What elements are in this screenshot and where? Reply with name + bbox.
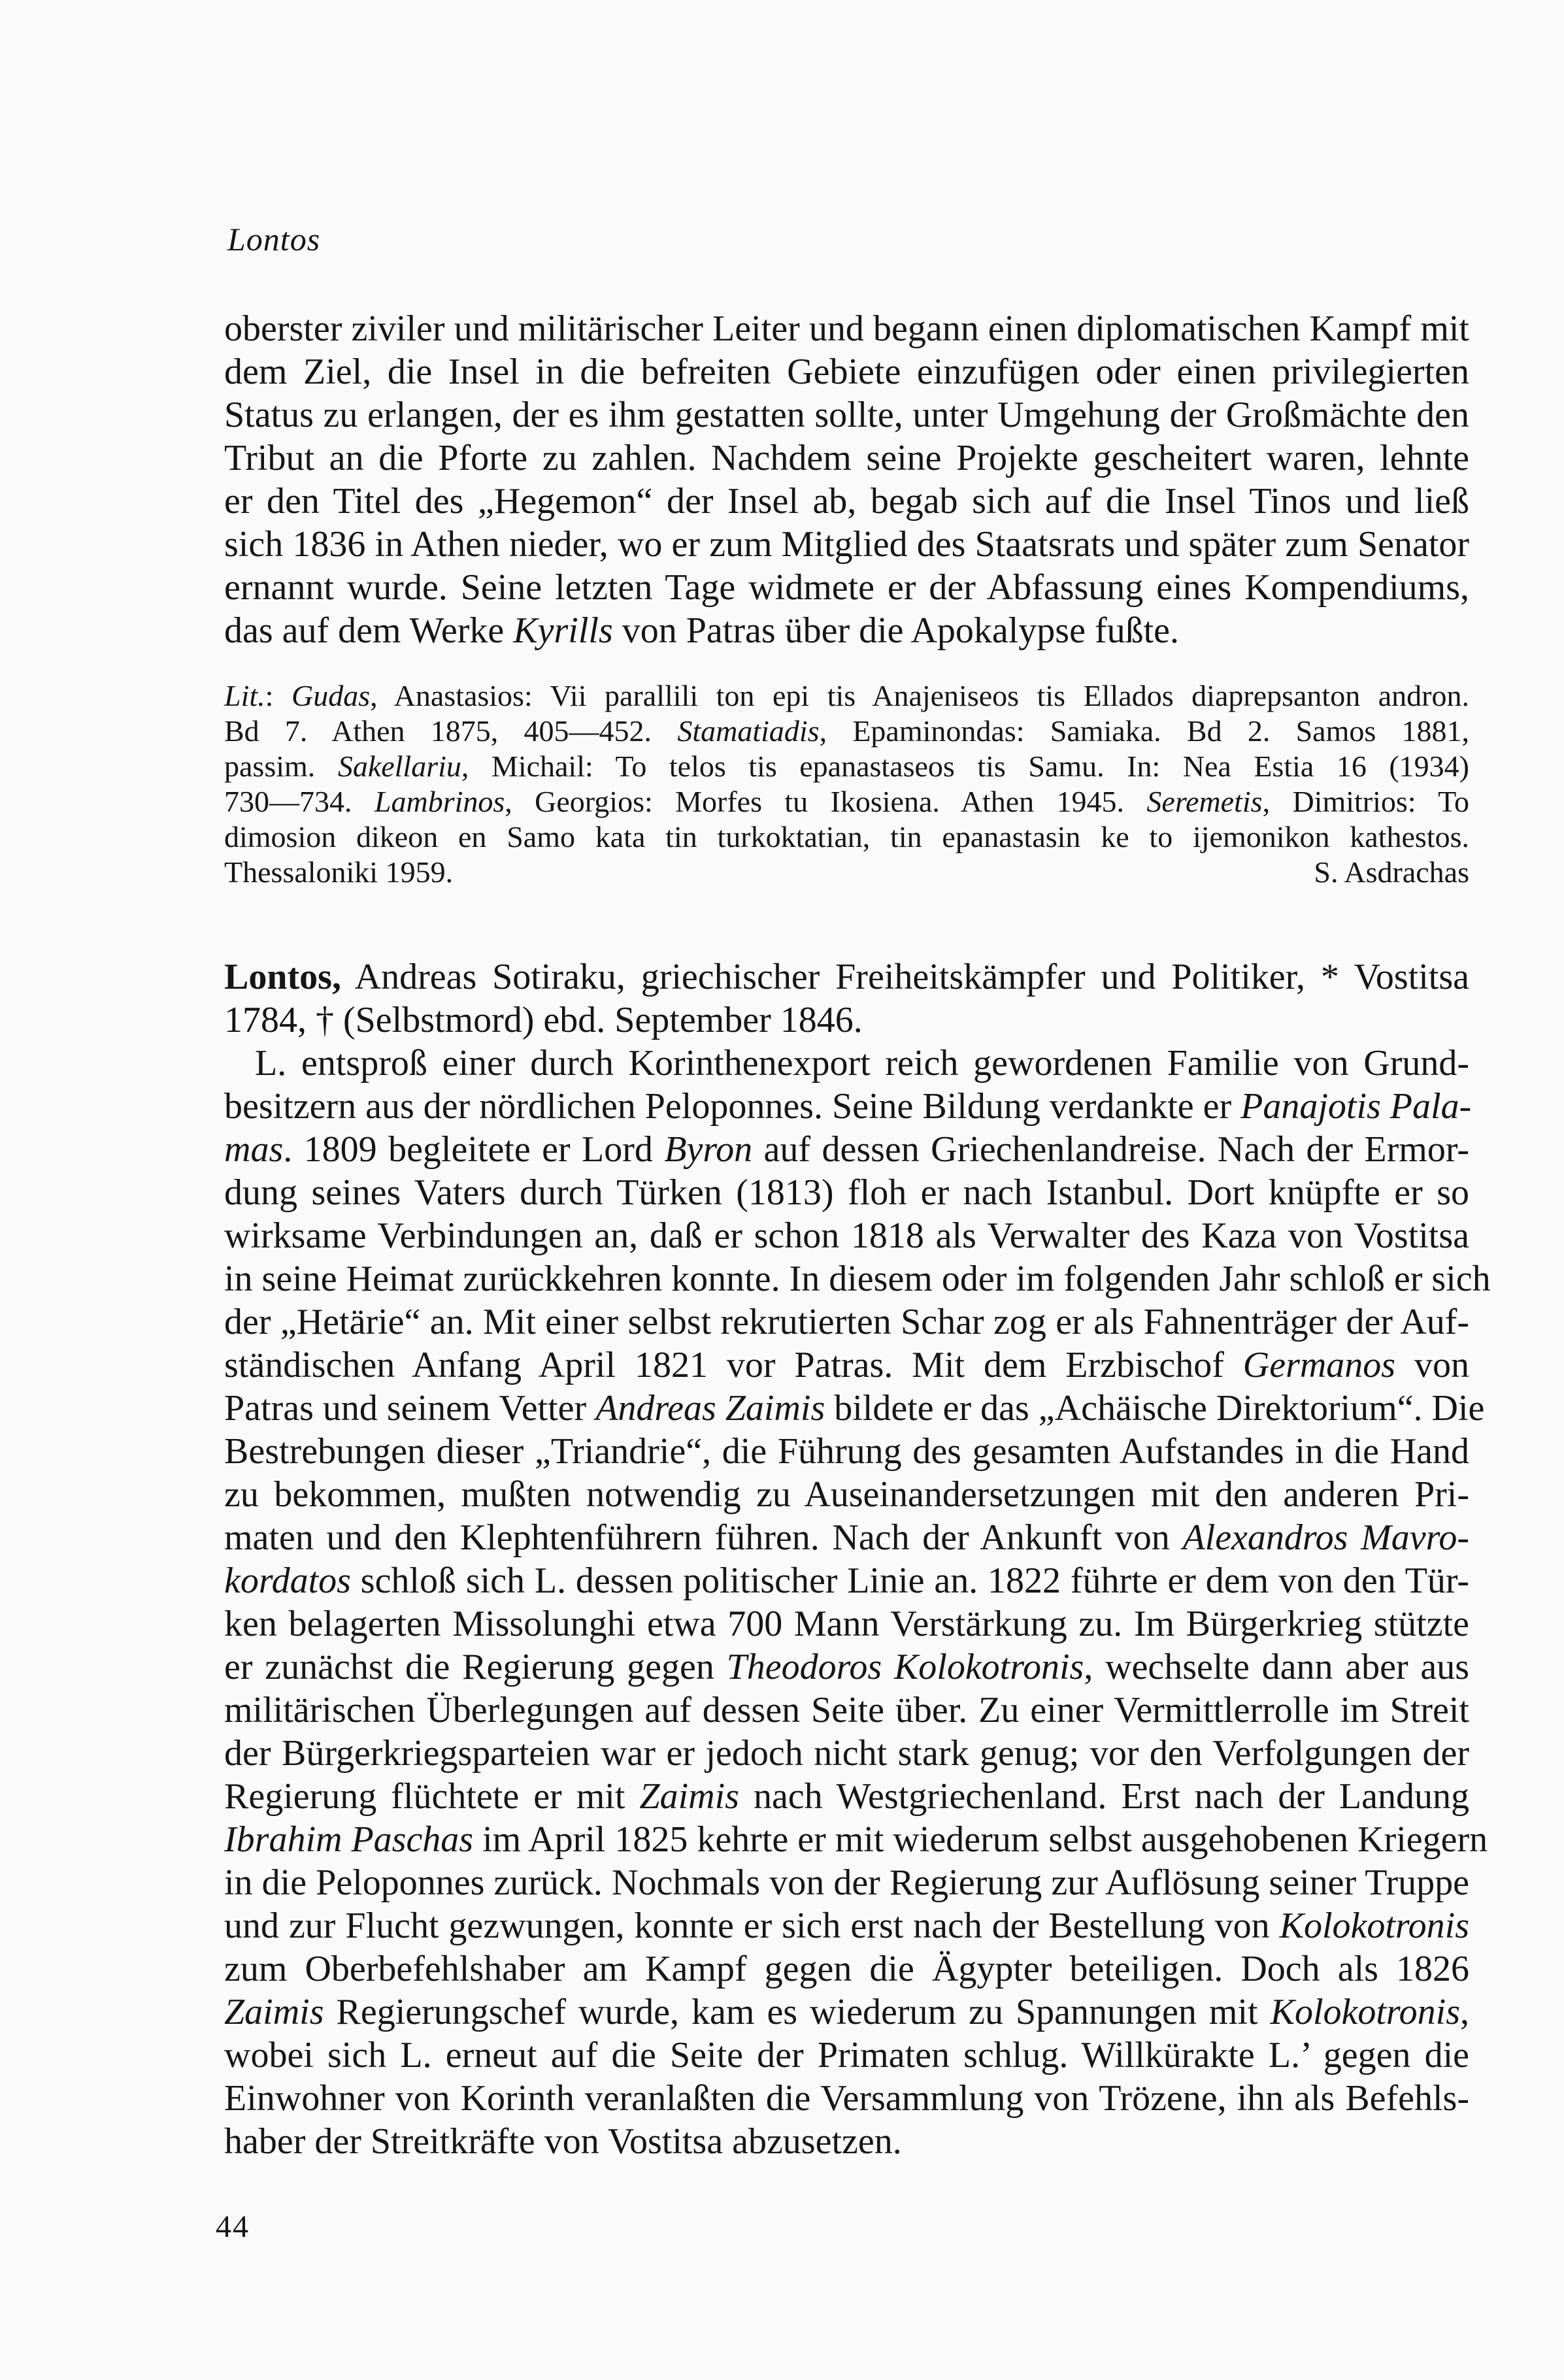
- italic-text: Stamatiadis: [677, 714, 820, 748]
- text-segment: maten und den Klephtenführern führen. Nach der Ankunft von: [224, 1517, 1183, 1558]
- text-segment: nach Westgriechenland. Erst nach der Landung: [739, 1776, 1469, 1817]
- entry-dates: [224, 999, 1469, 1042]
- italic-text: Sakellariu: [337, 750, 461, 783]
- text-line: [224, 1818, 1488, 1861]
- text-line: [224, 1171, 1469, 1214]
- text-segment: dimosion dikeon en Samo kata tin turkoktatian, tin epanastasin ke to ijemonikon kathestos.: [224, 820, 1469, 853]
- text-segment: Tribut an die Pforte zu zahlen. Nachdem seine Projekte gescheitert waren, lehnte: [224, 438, 1469, 478]
- literature-line: [224, 784, 1469, 819]
- text-segment: wobei sich L. erneut auf die Seite der Primaten schlug. Willkürakte L.’ gegen die: [224, 2035, 1469, 2075]
- text-segment: im April 1825 kehrte er mit wiederum selbst ausgehobenen Kriegern: [473, 1819, 1488, 1860]
- text-segment: bildete er das „Achäische Direktorium“. Die: [825, 1388, 1485, 1429]
- italic-text: kordatos: [224, 1561, 351, 1601]
- literature-references: [224, 678, 1469, 890]
- text-segment: in die Peloponnes zurück. Nochmals von der Regierung zur Auflösung seiner Truppe: [224, 1862, 1469, 1903]
- text-line: [224, 1085, 1472, 1128]
- text-segment: ken belagerten Missolunghi etwa 700 Mann Verstärkung zu. Im Bürgerkrieg stützte: [224, 1604, 1469, 1644]
- text-segment: zum Oberbefehlshaber am Kampf gegen die Ägypter beteiligen. Doch als 1826: [224, 1949, 1469, 1989]
- previous-entry-continuation: [224, 307, 1469, 652]
- italic-text: Kolokotronis: [1279, 1906, 1469, 1946]
- text-segment: passim.: [224, 750, 338, 783]
- bold-text: Lontos,: [224, 957, 341, 997]
- literature-last-line: [224, 855, 1469, 890]
- text-segment: ständischen Anfang April 1821 vor Patras. Mit dem Erzbischof: [224, 1345, 1243, 1385]
- text-line: [224, 1473, 1469, 1516]
- text-line: [224, 1559, 1469, 1602]
- text-line: [224, 1861, 1469, 1904]
- text-line: [224, 437, 1469, 480]
- text-line: [224, 1430, 1469, 1473]
- text-segment: L. entsproß einer durch Korinthenexport reich gewordenen Familie von Grund-: [255, 1043, 1469, 1083]
- text-segment: er zunächst die Regierung gegen: [224, 1647, 727, 1687]
- text-segment: 730—734.: [224, 785, 374, 818]
- italic-text: Zaimis: [639, 1776, 739, 1817]
- italic-text: Andreas Zaimis: [595, 1388, 825, 1429]
- text-line: [224, 1257, 1491, 1300]
- text-segment: haber der Streitkräfte von Vostitsa abzusetzen.: [224, 2121, 902, 2162]
- text-line: [224, 307, 1469, 350]
- page-number: 44: [216, 2209, 250, 2244]
- text-segment: wirksame Verbindungen an, daß er schon 1818 als Verwalter des Kaza von Vostitsa: [224, 1215, 1469, 1256]
- text-line: [224, 609, 1469, 652]
- text-line: [224, 1042, 1469, 1085]
- text-segment: , Anastasios: Vii parallili ton epi tis Anajeniseos tis Ellados diaprepsanton andron.: [370, 679, 1469, 712]
- text-segment: Regierung flüchtete er mit: [224, 1776, 640, 1817]
- text-line: [224, 1387, 1485, 1430]
- text-line: [224, 1516, 1469, 1559]
- text-segment: , wechselte dann aber aus: [1084, 1647, 1469, 1687]
- text-line: [224, 566, 1469, 609]
- italic-text: Panajotis Pala-: [1240, 1086, 1472, 1127]
- text-line: [224, 1689, 1469, 1732]
- author-signature: S. Asdrachas: [1314, 855, 1469, 889]
- text-segment: Andreas Sotiraku, griechischer Freiheitskämpfer und Politiker, * Vostitsa: [341, 957, 1469, 997]
- italic-text: Kyrills: [513, 610, 613, 651]
- text-segment: oberster ziviler und militärischer Leiter und begann einen diplomatischen Kampf mit: [224, 308, 1469, 349]
- text-segment: , Epaminondas: Samiaka. Bd 2. Samos 1881,: [819, 714, 1469, 748]
- text-segment: dung seines Vaters durch Türken (1813) floh er nach Istanbul. Dort knüpfte er so: [224, 1172, 1469, 1213]
- text-line: [224, 1344, 1469, 1387]
- text-line: [224, 1904, 1469, 1947]
- entry-headline: [224, 955, 1469, 999]
- running-head: Lontos: [227, 221, 321, 257]
- text-segment: und zur Flucht gezwungen, konnte er sich erst nach der Bestellung von: [224, 1906, 1280, 1946]
- text-line: [224, 480, 1469, 523]
- text-line: [224, 2077, 1469, 2120]
- italic-text: Alexandros Mavro-: [1182, 1517, 1469, 1558]
- text-line: [224, 2034, 1469, 2077]
- text-segment: Einwohner von Korinth veranlaßten die Versammlung von Trözene, ihn als Befehls-: [224, 2078, 1469, 2119]
- literature-line: [224, 678, 1469, 714]
- lontos-entry: [224, 955, 1491, 2163]
- text-segment: er den Titel des „Hegemon“ der Insel ab, begab sich auf die Insel Tinos und ließ: [224, 481, 1469, 521]
- text-segment: der „Hetärie“ an. Mit einer selbst rekrutierten Schar zog er als Fahnenträger der Auf-: [224, 1302, 1469, 1342]
- text-segment: ernannt wurde. Seine letzten Tage widmete er der Abfassung eines Kompendiums,: [224, 567, 1469, 608]
- text-segment: :: [265, 679, 291, 712]
- italic-text: Ibrahim Paschas: [224, 1819, 474, 1860]
- text-segment: Bd 7. Athen 1875, 405—452.: [224, 714, 678, 748]
- text-segment: Status zu erlangen, der es ihm gestatten sollte, unter Umgehung der Großmächte den: [224, 395, 1469, 435]
- text-segment: besitzern aus der nördlichen Peloponnes. Seine Bildung verdankte er: [224, 1086, 1241, 1127]
- text-line: [224, 393, 1469, 437]
- text-segment: militärischen Überlegungen auf dessen Seite über. Zu einer Vermittlerrolle im Streit: [224, 1690, 1469, 1730]
- text-line: [224, 1947, 1469, 1991]
- text-segment: Patras und seinem Vetter: [224, 1388, 596, 1429]
- text-segment: der Bürgerkriegsparteien war er jedoch nicht stark genug; vor den Verfolgungen der: [224, 1733, 1469, 1774]
- text-segment: . 1809 begleitete er Lord: [283, 1129, 665, 1170]
- text-line: [224, 1732, 1469, 1775]
- text-segment: von Patras über die Apokalypse fußte.: [612, 610, 1180, 651]
- literature-line: [224, 819, 1469, 855]
- text-line: [224, 1602, 1469, 1645]
- literature-line: [224, 714, 1469, 749]
- text-segment: , Georgios: Morfes tu Ikosiena. Athen 1945.: [505, 785, 1147, 818]
- italic-text: Gudas: [291, 679, 371, 712]
- text-segment: Regierungschef wurde, kam es wiederum zu Spannungen mit: [324, 1992, 1271, 2032]
- text-line: [224, 523, 1469, 566]
- italic-text: Seremetis: [1146, 785, 1263, 818]
- text-segment: sich 1836 in Athen nieder, wo er zum Mitglied des Staatsrats und später zum Senator: [224, 524, 1469, 565]
- italic-text: Kolokotronis: [1270, 1992, 1460, 2032]
- italic-text: Germanos: [1242, 1345, 1396, 1385]
- text-line: [224, 1775, 1469, 1818]
- text-line: [224, 1214, 1469, 1257]
- text-segment: das auf dem Werke: [224, 610, 514, 651]
- text-segment: in seine Heimat zurückkehren konnte. In diesem oder im folgenden Jahr schloß er sich: [224, 1259, 1491, 1299]
- text-line: [224, 1128, 1469, 1171]
- text-segment: , Dimitrios: To: [1262, 785, 1470, 818]
- text-line: [224, 350, 1469, 393]
- text-segment: dem Ziel, die Insel in die befreiten Gebiete einzufügen oder einen privilegierten: [224, 352, 1469, 392]
- italic-text: Zaimis: [224, 1992, 324, 2032]
- text-segment: von: [1395, 1345, 1469, 1385]
- text-segment: , Michail: To telos tis epanastaseos tis Samu. In: Nea Estia 16 (1934): [461, 750, 1469, 783]
- literature-line: [224, 749, 1469, 784]
- italic-text: Byron: [664, 1129, 753, 1170]
- italic-text: Lambrinos: [374, 785, 505, 818]
- italic-text: Theodoros Kolokotronis: [726, 1647, 1084, 1687]
- text-segment: 1784, † (Selbstmord) ebd. September 1846.: [224, 1000, 863, 1040]
- text-segment: Bestrebungen dieser „Triandrie“, die Führung des gesamten Aufstandes in die Hand: [224, 1431, 1469, 1472]
- text-line: [224, 1991, 1469, 2034]
- italic-text: mas: [224, 1129, 284, 1170]
- text-segment: zu bekommen, mußten notwendig zu Auseinandersetzungen mit den anderen Pri-: [224, 1474, 1469, 1515]
- text-line: [224, 2120, 1469, 2163]
- text-line: [224, 1645, 1469, 1689]
- text-line: [224, 1300, 1469, 1344]
- text-segment: schloß sich L. dessen politischer Linie an. 1822 führte er dem von den Tür-: [350, 1561, 1469, 1601]
- literature-place-year: Thessaloniki 1959.: [224, 855, 454, 889]
- text-segment: ,: [1460, 1992, 1469, 2032]
- italic-text: Lit.: [224, 679, 265, 712]
- text-segment: auf dessen Griechenlandreise. Nach der Ermor-: [752, 1129, 1470, 1170]
